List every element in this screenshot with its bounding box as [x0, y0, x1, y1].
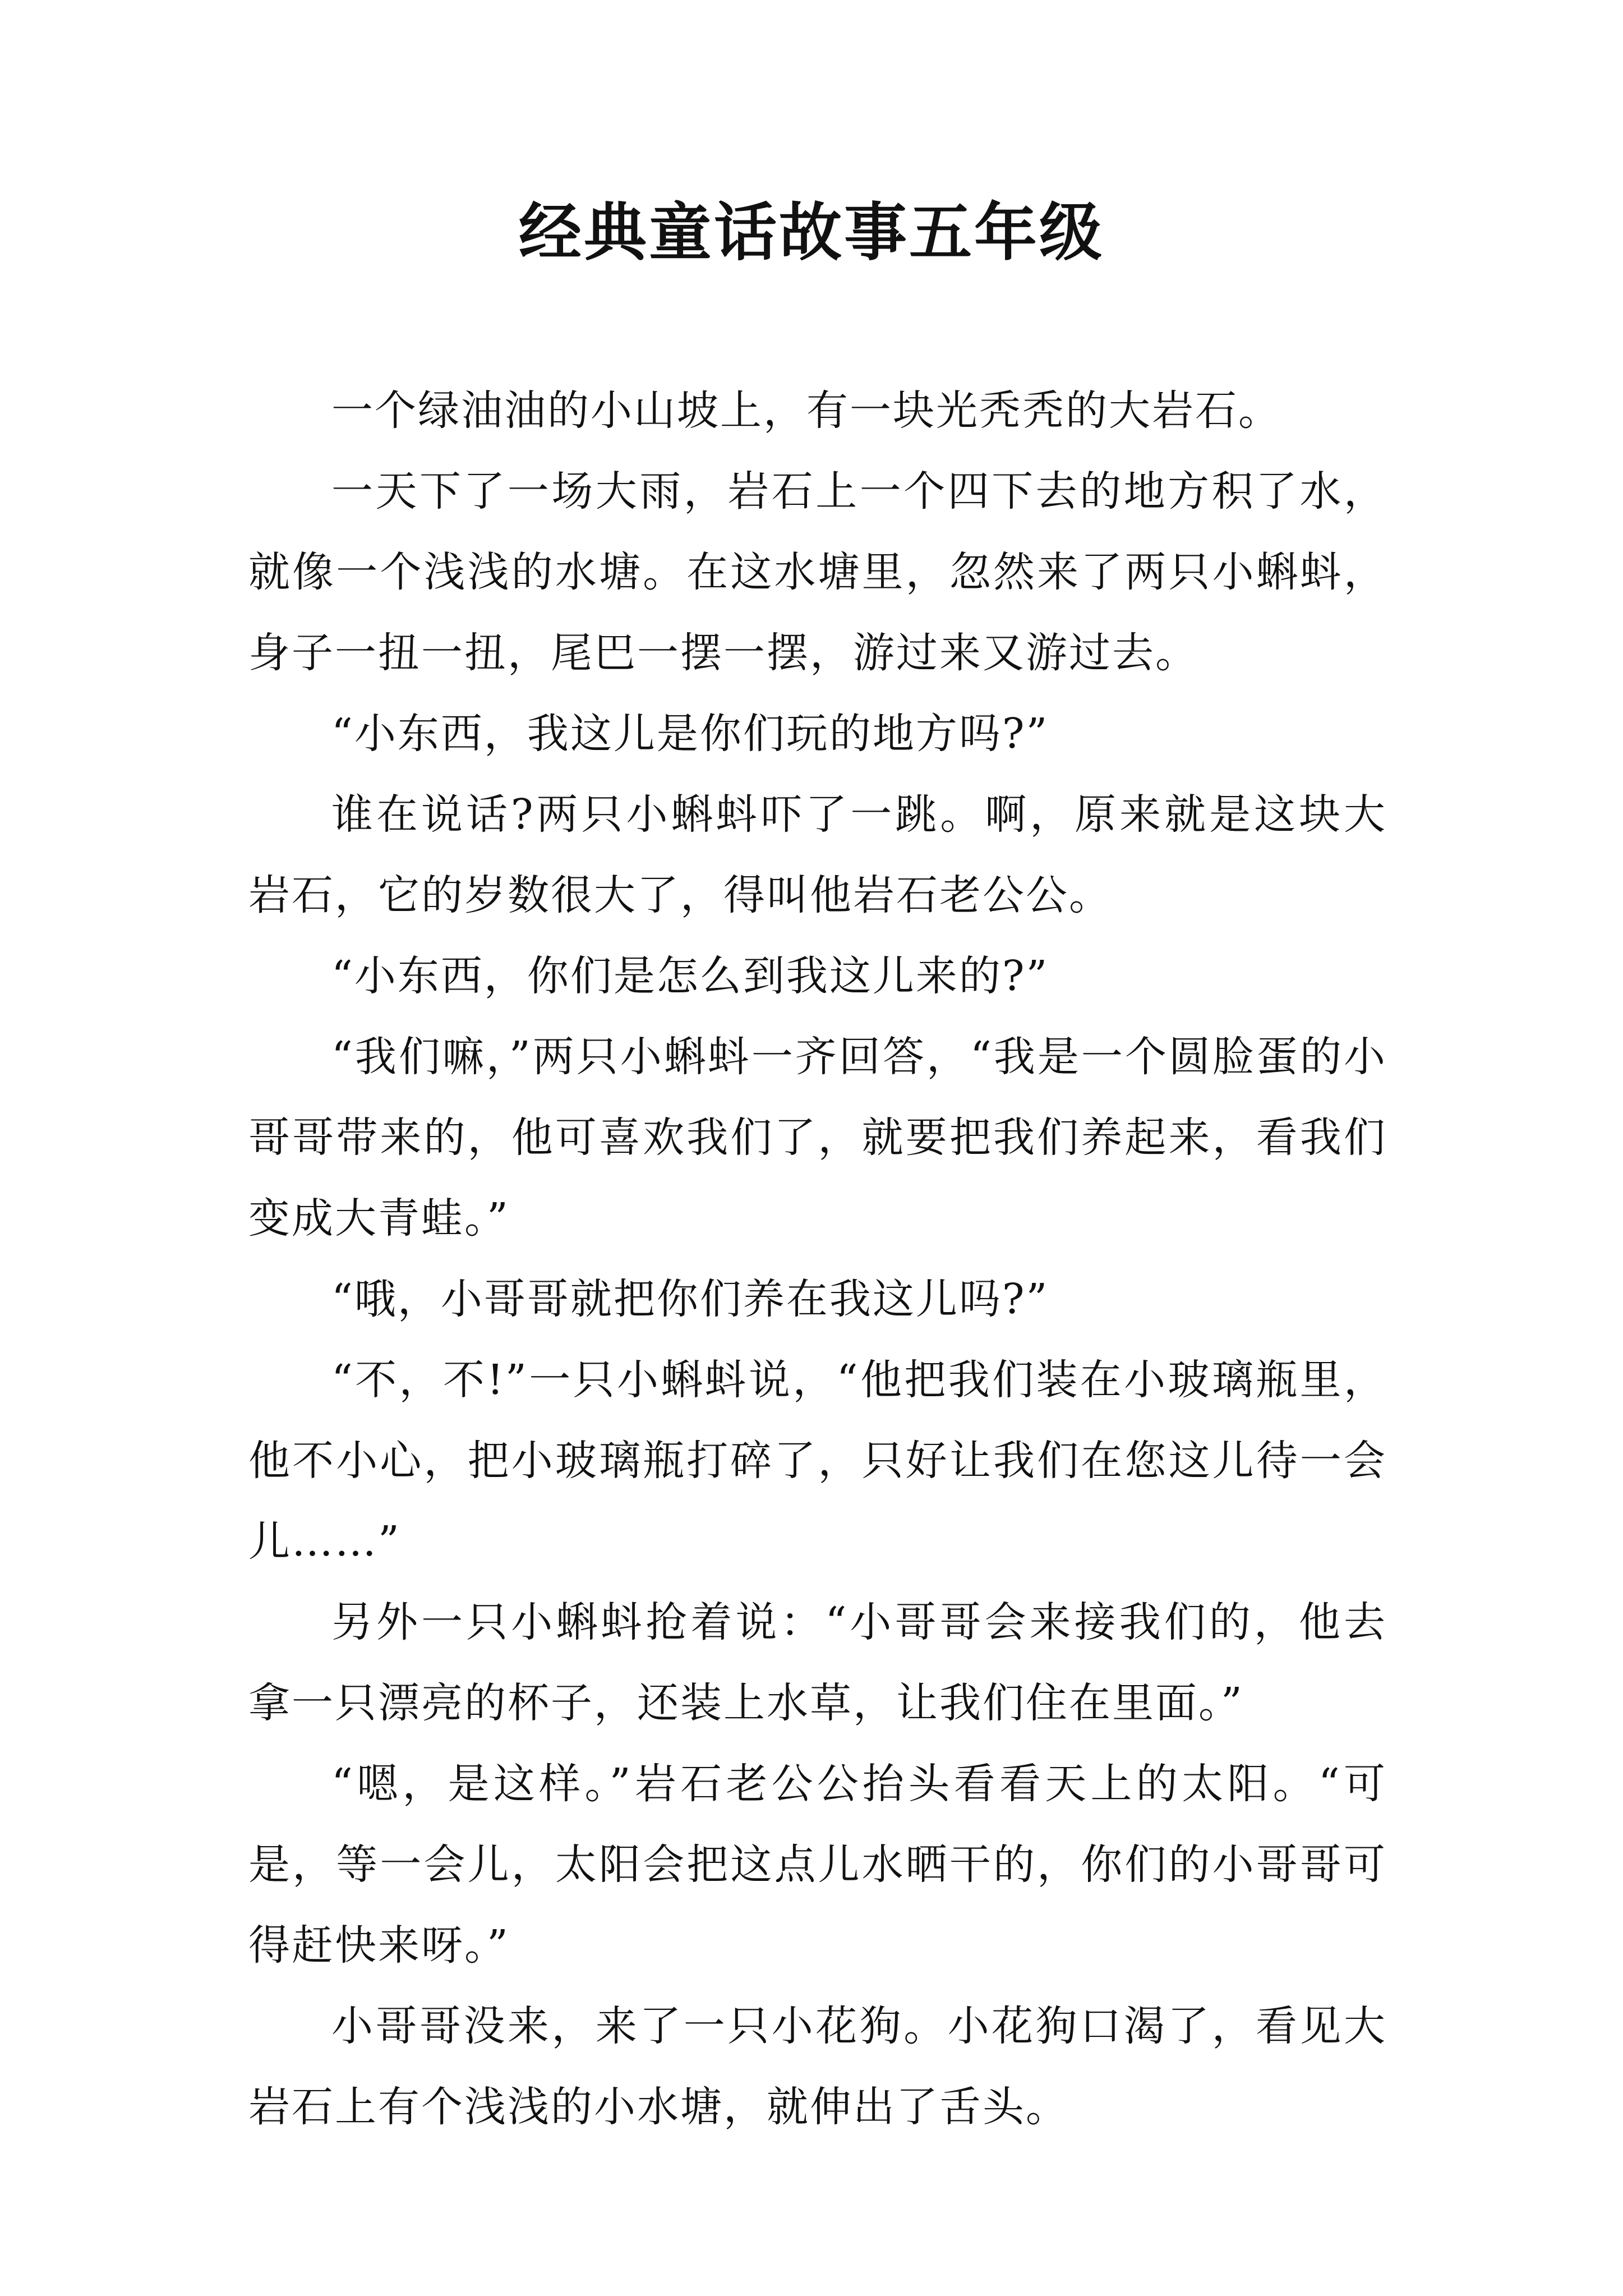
story-body: [248, 370, 1387, 2147]
paragraph-1: 一个绿油油的小山坡上，有一块光秃秃的大岩石。: [331, 386, 1281, 435]
document-title: 经典童话故事五年级: [519, 196, 1104, 269]
paragraph-3: “小东西，我这儿是你们玩的地方吗?”: [331, 710, 1049, 758]
paragraph-9: 另外一只小蝌蚪抢着说：“小哥哥会来接我们的，他去拿一只漂亮的杯子，还装上水草，让我们住在里面。”: [248, 1598, 1387, 1727]
paragraph-4: 谁在说话?两只小蝌蚪吓了一跳。啊，原来就是这块大岩石，它的岁数很大了，得叫他岩石老公公。: [248, 790, 1387, 919]
paragraph-11: 小哥哥没来，来了一只小花狗。小花狗口渴了，看见大岩石上有个浅浅的小水塘，就伸出了舌头。: [248, 2002, 1387, 2131]
paragraph-8: “不，不!”一只小蝌蚪说，“他把我们装在小玻璃瓶里，他不小心，把小玻璃瓶打碎了，只好让我们在您这儿待一会儿……”: [248, 1356, 1387, 1566]
paragraph-5: “小东西，你们是怎么到我这儿来的?”: [331, 952, 1049, 1000]
paragraph-7: “哦，小哥哥就把你们养在我这儿吗?”: [331, 1275, 1049, 1323]
paragraph-10: “嗯，是这样。”岩石老公公抬头看看天上的太阳。“可是，等一会儿，太阳会把这点儿水晒干的，你们的小哥哥可得赶快来呀。”: [248, 1760, 1387, 1970]
paragraph-2: 一天下了一场大雨，岩石上一个四下去的地方积了水，就像一个浅浅的水塘。在这水塘里，忽然来了两只小蝌蚪，身子一扭一扭，尾巴一摆一摆，游过来又游过去。: [248, 467, 1387, 677]
paragraph-6: “我们嘛，”两只小蝌蚪一齐回答，“我是一个圆脸蛋的小哥哥带来的，他可喜欢我们了，就要把我们养起来，看我们变成大青蛙。”: [248, 1033, 1387, 1243]
